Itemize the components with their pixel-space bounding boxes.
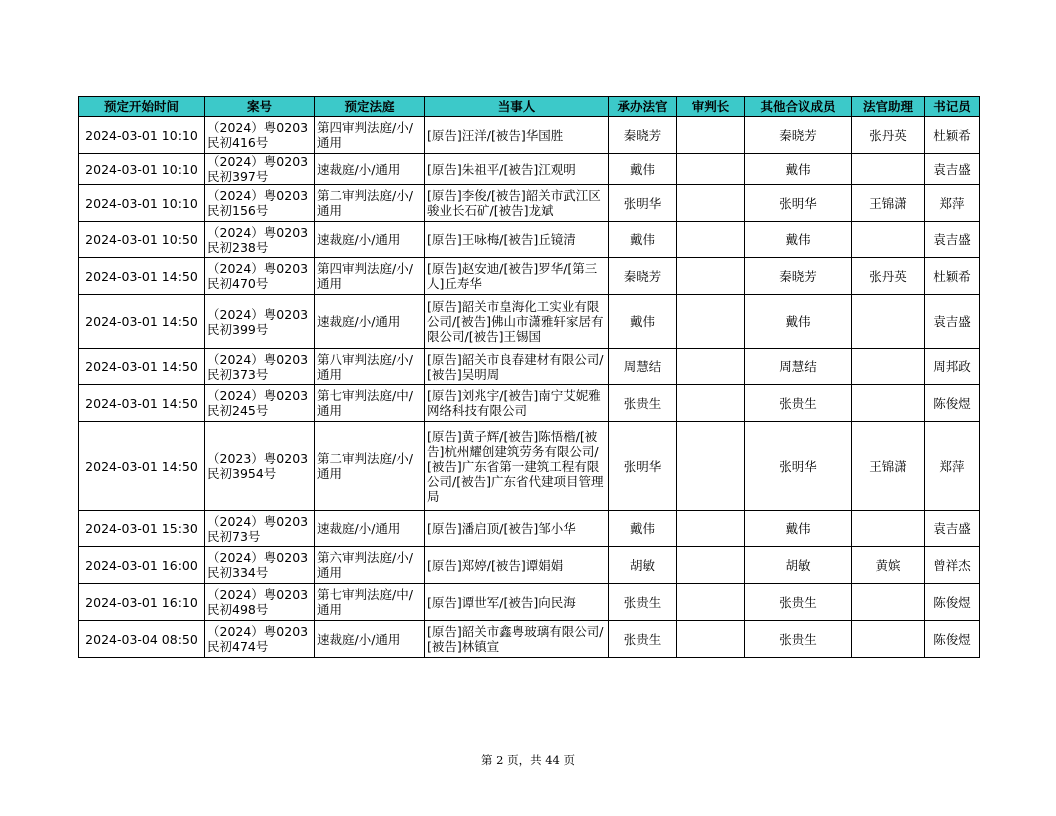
row-chief-judge	[677, 222, 745, 258]
row-parties: [原告]潘启顶/[被告]邹小华	[425, 511, 609, 547]
row-start-time: 2024-03-01 14:50	[79, 422, 205, 511]
row-other-members: 周慧结	[745, 349, 852, 385]
row-presiding-judge: 胡敏	[609, 547, 677, 584]
row-chief-judge	[677, 154, 745, 185]
row-start-time: 2024-03-01 16:00	[79, 547, 205, 584]
header-parties: 当事人	[425, 97, 609, 117]
row-parties: [原告]朱祖平/[被告]江观明	[425, 154, 609, 185]
table-row	[79, 258, 980, 295]
row-presiding-judge: 戴伟	[609, 511, 677, 547]
row-chief-judge	[677, 258, 745, 295]
row-presiding-judge: 张贵生	[609, 584, 677, 621]
row-clerk: 袁吉盛	[925, 154, 980, 185]
row-clerk: 郑萍	[925, 185, 980, 222]
row-chief-judge	[677, 511, 745, 547]
row-clerk: 陈俊煜	[925, 621, 980, 658]
row-other-members: 秦晓芳	[745, 117, 852, 154]
row-judge-assistant	[852, 349, 925, 385]
table-row	[79, 385, 980, 422]
row-case-number: （2024）粤0203民初470号	[205, 258, 315, 295]
row-case-number: （2023）粤0203民初3954号	[205, 422, 315, 511]
row-chief-judge	[677, 349, 745, 385]
header-presiding-judge: 承办法官	[609, 97, 677, 117]
row-presiding-judge: 张明华	[609, 422, 677, 511]
row-clerk: 郑萍	[925, 422, 980, 511]
row-parties: [原告]郑婷/[被告]谭娟娟	[425, 547, 609, 584]
row-courtroom: 第四审判法庭/小/通用	[315, 117, 425, 154]
row-start-time: 2024-03-01 10:10	[79, 117, 205, 154]
row-clerk: 曾祥杰	[925, 547, 980, 584]
row-other-members: 戴伟	[745, 295, 852, 349]
row-courtroom: 第二审判法庭/小/通用	[315, 185, 425, 222]
row-courtroom: 速裁庭/小/通用	[315, 295, 425, 349]
row-judge-assistant: 王锦潇	[852, 185, 925, 222]
hearing-schedule-table	[78, 96, 980, 658]
row-start-time: 2024-03-01 14:50	[79, 385, 205, 422]
row-clerk: 陈俊煜	[925, 385, 980, 422]
row-judge-assistant	[852, 511, 925, 547]
row-parties: [原告]刘兆宇/[被告]南宁艾妮雅网络科技有限公司	[425, 385, 609, 422]
row-judge-assistant: 张丹英	[852, 258, 925, 295]
table-row	[79, 222, 980, 258]
row-judge-assistant	[852, 154, 925, 185]
row-clerk: 袁吉盛	[925, 222, 980, 258]
row-courtroom: 第四审判法庭/小/通用	[315, 258, 425, 295]
row-courtroom: 第七审判法庭/中/通用	[315, 385, 425, 422]
row-presiding-judge: 戴伟	[609, 295, 677, 349]
header-judge-assistant: 法官助理	[852, 97, 925, 117]
row-start-time: 2024-03-01 10:50	[79, 222, 205, 258]
row-case-number: （2024）粤0203民初416号	[205, 117, 315, 154]
page-footer: 第 2 页，共 44 页	[480, 753, 576, 767]
row-courtroom: 速裁庭/小/通用	[315, 621, 425, 658]
row-parties: [原告]赵安迪/[被告]罗华/[第三人]丘寿华	[425, 258, 609, 295]
row-case-number: （2024）粤0203民初238号	[205, 222, 315, 258]
row-courtroom: 第七审判法庭/中/通用	[315, 584, 425, 621]
row-courtroom: 第八审判法庭/小/通用	[315, 349, 425, 385]
row-judge-assistant	[852, 385, 925, 422]
row-start-time: 2024-03-01 14:50	[79, 349, 205, 385]
row-chief-judge	[677, 185, 745, 222]
table-row	[79, 154, 980, 185]
row-presiding-judge: 张贵生	[609, 385, 677, 422]
row-case-number: （2024）粤0203民初334号	[205, 547, 315, 584]
row-parties: [原告]韶关市鑫粤玻璃有限公司/[被告]林镇宣	[425, 621, 609, 658]
row-start-time: 2024-03-01 16:10	[79, 584, 205, 621]
table-row	[79, 511, 980, 547]
row-presiding-judge: 张贵生	[609, 621, 677, 658]
row-chief-judge	[677, 547, 745, 584]
row-other-members: 胡敏	[745, 547, 852, 584]
row-start-time: 2024-03-01 10:10	[79, 185, 205, 222]
row-case-number: （2024）粤0203民初245号	[205, 385, 315, 422]
row-presiding-judge: 秦晓芳	[609, 117, 677, 154]
row-case-number: （2024）粤0203民初73号	[205, 511, 315, 547]
row-parties: [原告]韶关市良春建材有限公司/[被告]吴明周	[425, 349, 609, 385]
row-parties: [原告]黄子辉/[被告]陈悟楷/[被告]杭州耀创建筑劳务有限公司/[被告]广东省第一建筑工程有限公司/[被告]广东省代建项目管理局	[425, 422, 609, 511]
table-row	[79, 621, 980, 658]
row-courtroom: 第二审判法庭/小/通用	[315, 422, 425, 511]
row-case-number: （2024）粤0203民初399号	[205, 295, 315, 349]
row-chief-judge	[677, 422, 745, 511]
row-parties: [原告]汪洋/[被告]华国胜	[425, 117, 609, 154]
row-other-members: 戴伟	[745, 222, 852, 258]
row-case-number: （2024）粤0203民初498号	[205, 584, 315, 621]
row-case-number: （2024）粤0203民初373号	[205, 349, 315, 385]
row-case-number: （2024）粤0203民初474号	[205, 621, 315, 658]
row-chief-judge	[677, 584, 745, 621]
table-header-row	[79, 97, 980, 117]
row-case-number: （2024）粤0203民初397号	[205, 154, 315, 185]
row-parties: [原告]王咏梅/[被告]丘镜清	[425, 222, 609, 258]
row-clerk: 杜颖希	[925, 117, 980, 154]
row-judge-assistant	[852, 621, 925, 658]
row-chief-judge	[677, 295, 745, 349]
row-case-number: （2024）粤0203民初156号	[205, 185, 315, 222]
row-judge-assistant	[852, 584, 925, 621]
row-start-time: 2024-03-01 14:50	[79, 295, 205, 349]
row-parties: [原告]李俊/[被告]韶关市武江区骏业长石矿/[被告]龙斌	[425, 185, 609, 222]
row-judge-assistant	[852, 295, 925, 349]
header-start-time: 预定开始时间	[79, 97, 205, 117]
table-row	[79, 422, 980, 511]
row-parties: [原告]韶关市皇海化工实业有限公司/[被告]佛山市潇雅轩家居有限公司/[被告]王锡国	[425, 295, 609, 349]
row-chief-judge	[677, 117, 745, 154]
row-presiding-judge: 秦晓芳	[609, 258, 677, 295]
row-chief-judge	[677, 621, 745, 658]
header-chief-judge: 审判长	[677, 97, 745, 117]
header-courtroom: 预定法庭	[315, 97, 425, 117]
header-clerk: 书记员	[925, 97, 980, 117]
header-case-number: 案号	[205, 97, 315, 117]
row-presiding-judge: 戴伟	[609, 222, 677, 258]
row-courtroom: 速裁庭/小/通用	[315, 154, 425, 185]
row-other-members: 张贵生	[745, 584, 852, 621]
row-start-time: 2024-03-04 08:50	[79, 621, 205, 658]
row-courtroom: 第六审判法庭/小/通用	[315, 547, 425, 584]
row-other-members: 张贵生	[745, 621, 852, 658]
row-judge-assistant: 王锦潇	[852, 422, 925, 511]
row-clerk: 杜颖希	[925, 258, 980, 295]
row-courtroom: 速裁庭/小/通用	[315, 511, 425, 547]
table-row	[79, 185, 980, 222]
table-row	[79, 547, 980, 584]
row-other-members: 张明华	[745, 185, 852, 222]
row-presiding-judge: 周慧结	[609, 349, 677, 385]
row-other-members: 张贵生	[745, 385, 852, 422]
row-other-members: 戴伟	[745, 511, 852, 547]
row-courtroom: 速裁庭/小/通用	[315, 222, 425, 258]
row-chief-judge	[677, 385, 745, 422]
row-presiding-judge: 张明华	[609, 185, 677, 222]
row-other-members: 张明华	[745, 422, 852, 511]
row-start-time: 2024-03-01 14:50	[79, 258, 205, 295]
row-other-members: 秦晓芳	[745, 258, 852, 295]
table-row	[79, 584, 980, 621]
row-parties: [原告]谭世军/[被告]向民海	[425, 584, 609, 621]
table-row	[79, 349, 980, 385]
header-other-members: 其他合议成员	[745, 97, 852, 117]
table-row	[79, 117, 980, 154]
row-clerk: 袁吉盛	[925, 295, 980, 349]
row-presiding-judge: 戴伟	[609, 154, 677, 185]
table-row	[79, 295, 980, 349]
row-clerk: 陈俊煜	[925, 584, 980, 621]
row-other-members: 戴伟	[745, 154, 852, 185]
row-judge-assistant: 黄嫔	[852, 547, 925, 584]
row-clerk: 周邦政	[925, 349, 980, 385]
row-judge-assistant	[852, 222, 925, 258]
row-clerk: 袁吉盛	[925, 511, 980, 547]
row-start-time: 2024-03-01 15:30	[79, 511, 205, 547]
row-start-time: 2024-03-01 10:10	[79, 154, 205, 185]
row-judge-assistant: 张丹英	[852, 117, 925, 154]
